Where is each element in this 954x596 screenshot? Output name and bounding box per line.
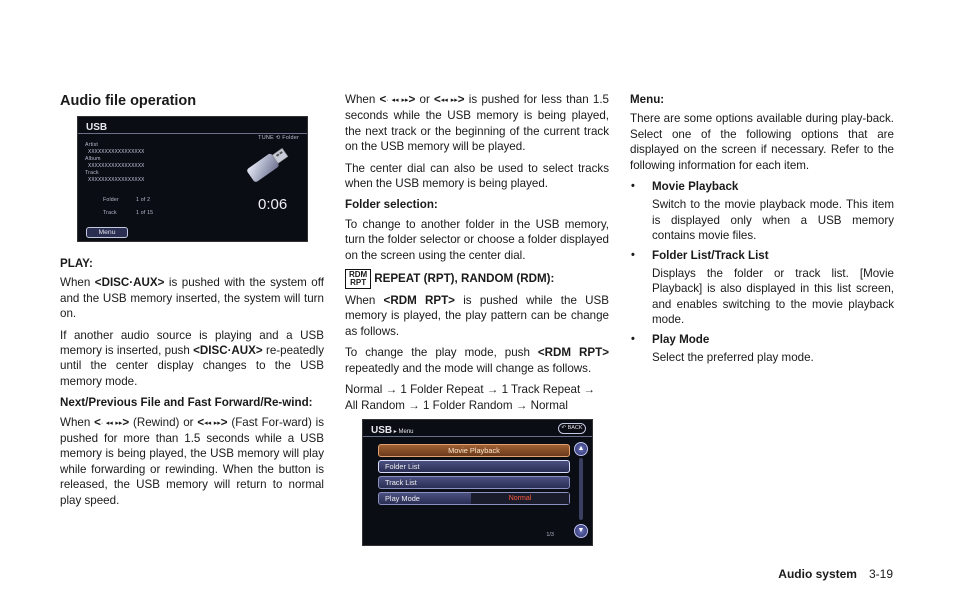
track-value: XXXXXXXXXXXXXXXXX — [88, 177, 145, 183]
repeat-paragraph-1: When <RDM RPT> is pushed while the USB memory is played, the play pattern can be change as follows. — [345, 294, 609, 338]
menu-item-track-list[interactable]: Track List — [378, 476, 570, 489]
seek-prev-icon: ◂◂ ▸▸ — [204, 419, 221, 427]
track-count-value: 1 of 15 — [136, 210, 154, 216]
scroll-track — [579, 458, 583, 520]
play-paragraph-2: If another audio source is playing and a USB memory is inserted, push <DISC·AUX> re-peatedly until the center display changes to the USB memory mode. — [60, 328, 324, 388]
folder-selection-paragraph: To change to another folder in the USB memory, turn the folder selector or choose a folder displayed on the screen using the center dial. — [345, 217, 609, 262]
folder-selection-heading: Folder selection: — [345, 198, 438, 212]
column-2 — [345, 92, 609, 546]
rdm-rpt-button-icon: RDM RPT — [345, 269, 371, 289]
center-dial-paragraph: The center dial can also be used to select tracks when the USB memory is being played. — [345, 161, 609, 191]
list-item-heading: • Folder List/Track List — [630, 248, 894, 263]
seek-next-icon: · ◂◂ ▸▸ — [386, 97, 409, 104]
seek-next-icon: · ◂◂ ▸▸ — [100, 419, 123, 427]
elapsed-time: 0:06 — [258, 196, 288, 213]
usb-menu-screen — [362, 419, 593, 546]
menu-options-list — [630, 179, 894, 365]
menu-item-play-mode[interactable]: Play Mode Normal — [378, 492, 570, 505]
screen-title: USB ▸ Menu — [371, 424, 414, 436]
tune-folder-label: TUNE ⟲ Folder — [258, 135, 299, 141]
back-button[interactable]: ↶ BACK — [558, 423, 586, 434]
menu-heading: Menu: — [630, 93, 665, 106]
footer-section-title: Audio system — [778, 567, 857, 581]
screen-title: USB — [86, 122, 108, 133]
column-3 — [630, 92, 894, 370]
menu-scrollbar[interactable] — [574, 442, 588, 538]
menu-paragraph: There are some options available during play-back. Select one of the following options that are displayed on the screen if necessary. Refer to the following information for each item. — [630, 112, 894, 172]
screen-divider — [78, 133, 307, 134]
repeat-paragraph-2: To change the play mode, push <RDM RPT> repeatedly and the mode will change as follows. — [345, 346, 609, 375]
usb-drive-icon — [239, 141, 295, 189]
column-1 — [60, 92, 324, 514]
scroll-up-icon[interactable]: ▲ — [574, 442, 588, 456]
skip-paragraph: When <· ◂◂ ▸▸> or <◂◂ ▸▸> is pushed for less than 1.5 seconds while the USB memory is being played, the next track or the beginning of the current track on the USB memory will be played. — [345, 93, 609, 154]
play-mode-sequence: Normal → 1 Folder Repeat → 1 Track Repeat → All Random → 1 Folder Random → Normal — [345, 383, 596, 412]
page-number: 3-19 — [868, 567, 893, 581]
list-item-heading: • Movie Playback — [630, 179, 894, 194]
menu-item-folder-list[interactable]: Folder List — [378, 460, 570, 473]
artist-value: XXXXXXXXXXXXXXXXX — [88, 149, 145, 155]
screen-menu-button[interactable]: Menu — [86, 227, 128, 238]
play-paragraph-1: When <DISC·AUX> is pushed with the system off and the USB memory inserted, the system will turn on. — [60, 276, 324, 321]
menu-item-movie-playback[interactable]: Movie Playback — [378, 444, 570, 457]
next-prev-paragraph: When <· ◂◂ ▸▸> (Rewind) or <◂◂ ▸▸> (Fast For-ward) is pushed for more than 1.5 seconds while a USB memory is being played, the USB memory will play while forwarding or rewinding. When the button is released, the USB memory will return to normal play speed. — [60, 415, 325, 507]
list-item-body: Switch to the movie playback mode. This item is displayed only when a USB memory contains movie files. — [652, 198, 894, 243]
section-heading: Audio file operation — [60, 93, 197, 109]
play-mode-value: Normal — [471, 493, 569, 504]
folder-count-label: Folder — [103, 197, 119, 203]
seek-prev-icon: ◂◂ ▸▸ — [440, 97, 458, 104]
artist-label: Artist — [85, 142, 99, 148]
play-heading: PLAY: — [60, 257, 93, 270]
list-item-body: Displays the folder or track list. [Movie Playback] is also displayed in this list screen, and enables switching to the movie playback mode. — [652, 267, 894, 327]
list-item-body: Select the preferred play mode. — [652, 351, 814, 365]
album-value: XXXXXXXXXXXXXXXXX — [88, 163, 145, 169]
screen-divider — [363, 436, 592, 437]
track-label: Track — [85, 170, 99, 176]
page-footer — [778, 567, 893, 581]
page-indicator: 1/3 — [546, 531, 554, 538]
scroll-down-icon[interactable]: ▼ — [574, 524, 588, 538]
usb-player-screen — [77, 116, 308, 242]
list-item-heading: • Play Mode — [630, 332, 894, 347]
repeat-random-heading: RDM RPT REPEAT (RPT), RANDOM (RDM): — [345, 269, 609, 289]
next-prev-heading: Next/Previous File and Fast Forward/Re-wind: — [60, 396, 313, 410]
album-label: Album — [85, 156, 101, 162]
track-count-label: Track — [103, 210, 117, 216]
folder-count-value: 1 of 2 — [136, 197, 151, 203]
